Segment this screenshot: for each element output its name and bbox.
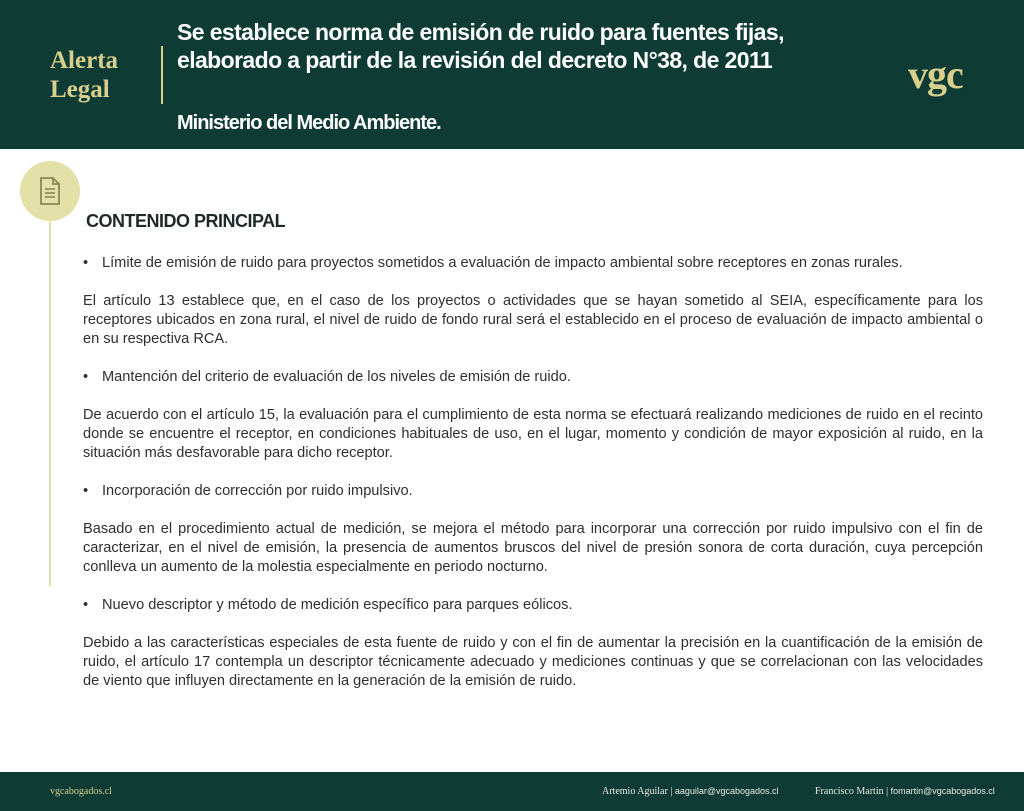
contact-1-email-link[interactable]: aaguilar@vgcabogados.cl [674,786,779,796]
paragraph-4: Debido a las características especiales de esta fuente de ruido y con el fin de aumentar la precisión en la cuantificación de la emisión de ruido, el artículo 17 contempla un descriptor técnicamente adecuado y mediciones continuas y que se correlacionan con las velocidades de viento que influyen directamente en la generación de la emisión de ruido. [83,635,983,689]
bullet-marker: • [83,483,89,499]
paragraph-2: De acuerdo con el artículo 15, la evaluación para el cumplimiento de esta norma se efectuará realizando mediciones de ruido en el recinto donde se encuentre el receptor, en condiciones habituales de uso, en el lugar, momento y condición de mayor exposición al ruido, en la situación más desfavorable para dicho receptor. [83,407,983,461]
bullet-item-2 [83,368,983,387]
footer-website-link[interactable]: vgcabogados.cl [50,786,112,797]
bullet-item-4 [83,596,983,615]
brand-line-1: Alerta [50,47,119,74]
header-band [0,0,1024,149]
headline [177,18,882,74]
document-icon [39,177,61,205]
footer-contact-2 [815,786,995,797]
bullet-item-3 [83,482,983,501]
paragraph-3: Basado en el procedimiento actual de medición, se mejora el método para incorporar una corrección por ruido impulsivo con el fin de caracterizar, en el nivel de emisión, la presencia de aumentos bruscos del nivel de presión sonora de corta duración, cuya percepción conlleva un aumento de la molestia especialmente en periodo nocturno. [83,521,983,575]
paragraph-1: El artículo 13 establece que, en el caso de los proyectos o actividades que se hayan sometido al SEIA, específicamente para los receptores ubicados en zona rural, el nivel de ruido de fondo rural será el establecido en el proceso de evaluación de impacto ambiental o en su respectiva RCA. [83,293,983,347]
contact-1-name: Artemio Aguilar | [602,786,673,797]
bullet-text-4: Nuevo descriptor y método de medición específico para parques eólicos. [102,597,573,613]
contact-2-email-link[interactable]: fomartin@vgcabogados.cl [890,786,995,796]
bullet-text-2: Mantención del criterio de evaluación de los niveles de emisión de ruido. [102,369,571,385]
bullet-marker: • [83,255,89,271]
footer-band [0,772,1024,811]
bullet-text-1: Límite de emisión de ruido para proyectos sometidos a evaluación de impacto ambiental sobre receptores en zonas rurales. [102,255,903,271]
ministry-name: Ministerio del Medio Ambiente. [177,112,441,134]
section-title: CONTENIDO PRINCIPAL [86,211,286,231]
timeline-line [49,221,51,586]
vgc-logo: vgc [908,52,963,97]
brand-line-2: Legal [50,76,110,103]
footer-contact-1 [602,786,779,797]
bullet-marker: • [83,597,89,613]
headline-line-2: elaborado a partir de la revisión del decreto N°38, de 2011 [177,47,773,73]
brand-divider [161,46,163,104]
bullet-text-3: Incorporación de corrección por ruido impulsivo. [102,483,413,499]
bullet-item-1 [83,254,983,273]
document-badge [20,161,80,221]
content-body [83,254,983,710]
contact-2-name: Francisco Martin | [815,786,889,797]
bullet-marker: • [83,369,89,385]
headline-line-1: Se establece norma de emisión de ruido para fuentes fijas, [177,19,784,45]
alerta-legal-brand [50,46,150,104]
